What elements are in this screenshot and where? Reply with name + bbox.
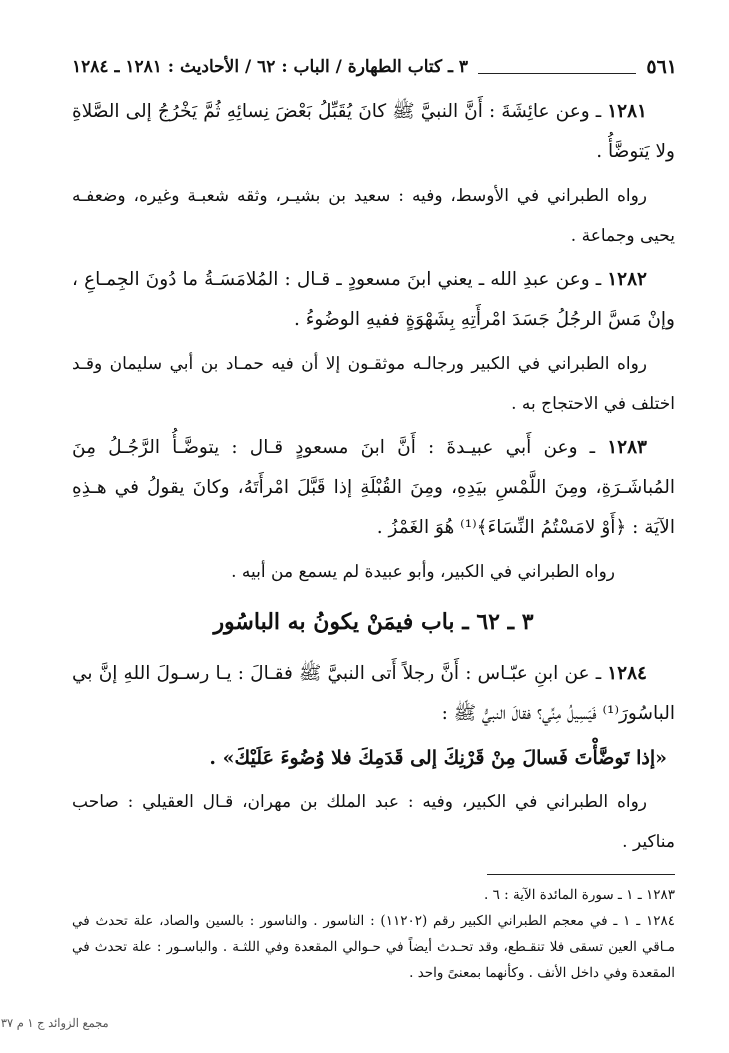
chapter-title: فيمَنْ يكونُ به الباسُور [213, 609, 414, 635]
chapter-heading [72, 596, 675, 648]
commentary-1284: رواه الطبراني في الكبير، وفيه : عبد الملك بن مهران، قـال العقيلي : صاحب مناكير . [72, 792, 675, 852]
commentary-1281: رواه الطبراني في الأوسط، وفيه : سعيد بن بشيـر، وثقه شعبـة وغيره، وضعفـه يحيى وجماعة . [72, 186, 675, 246]
hadith-text: ـ وعن أَبي عبيـدةَ : أَنَّ ابنَ مسعودٍ قـال : يتوضَّـأُ الرَّجُـلُ مِنَ المُباشَـرَةِ، ومِنَ اللَّمْسِ بيَدِهِ، ومِنَ القُبْلَةِ إذا قَبَّلَ امْرأَتَهُ، وكانَ يقولُ في هـذِهِ الآيَة : ﴿أَوْ لامَسْتُمُ النِّسَاءَ﴾⁽¹⁾ هُوَ الغَمْزُ . [72, 437, 675, 538]
running-header [72, 52, 677, 82]
footnote-rule [487, 874, 675, 875]
hadith-number: ١٢٨٢ [607, 269, 647, 290]
chapter-keyword: باب [421, 609, 455, 635]
hadith-1284 [72, 654, 675, 734]
chapter-number: ٣ ـ ٦٢ ـ [462, 609, 534, 635]
commentary-1283: رواه الطبراني في الكبير، وأبو عبيدة لم يسمع من أبيه . [231, 562, 615, 582]
hadith-1283 [72, 428, 675, 548]
signature-mark: مجمع الزوائد ج ١ م ٣٧ [0, 1016, 109, 1030]
hadith-1282 [72, 260, 675, 340]
prophet-saying: «إذا تَوضَّأْتَ فَسالَ مِنْ قَرْنِكَ إلى قَدَمِكَ فلا وُضُوءَ عَلَيْكَ» . [209, 747, 667, 769]
header-rule [478, 73, 636, 74]
footnote-1284: ١٢٨٤ ـ ١ ـ في معجم الطبراني الكبير رقم (١١٢٠٢) : الناسور . والناسور : بالسين والصاد، علة تحدث في مـاقي العين تسقى فلا تنقـطع، وقد تحـدث أيضاً في حـوالي المقعدة وفي اللثـة . والباسـور : علة تحدث في المقعدة وفي داخل الأنف . وكأنهما بمعنىً واحد . [72, 913, 675, 981]
page-number: ٥٦١ [646, 56, 677, 78]
hadith-text: ـ عن ابنِ عبّـاس : أَنَّ رجلاً أَتى النبيَّ ﷺ فقـالَ : يـا رسـولَ اللهِ إنَّ بي الباسُورَ⁽¹⁾ فَيَسِيلُ مِنِّي؟ فقالَ النبيُّ ﷺ : [72, 663, 675, 724]
hadith-number: ١٢٨١ [607, 101, 647, 122]
commentary-1282: رواه الطبراني في الكبير ورجالـه موثقـون إلا أن فيه حمـاد بن أبي سليمان وقـد اختلف في الاحتجاج به . [72, 354, 675, 414]
hadith-number: ١٢٨٤ [607, 663, 647, 684]
hadith-1281 [72, 92, 675, 172]
running-title: ٣ ـ كتاب الطهارة / الباب : ٦٢ / الأحاديث : ١٢٨١ ـ ١٢٨٤ [72, 57, 469, 77]
hadith-text: ـ وعن عائِشَةَ : أَنَّ النبيَّ ﷺ كانَ يُقَبِّلُ بَعْضَ نِسائِهِ ثُمَّ يَخْرُجُ إلى الصَّلاةِ ولا يَتوضَّأُ . [72, 101, 675, 162]
footnote-1283: ١٢٨٣ ـ ١ ـ سورة المائدة الآية : ٦ . [484, 887, 675, 903]
hadith-number: ١٢٨٣ [607, 437, 647, 458]
footnotes [72, 882, 675, 986]
main-text [72, 92, 675, 866]
hadith-text: ـ وعن عبدِ الله ـ يعني ابنَ مسعودٍ ـ قـال : المُلامَسَـةُ ما دُونَ الجِمـاعِ ، وإنْ مَسَّ الرجُلُ جَسَدَ امْرأَتِهِ بِشَهْوَةٍ ففيهِ الوضُوءُ . [72, 269, 675, 330]
